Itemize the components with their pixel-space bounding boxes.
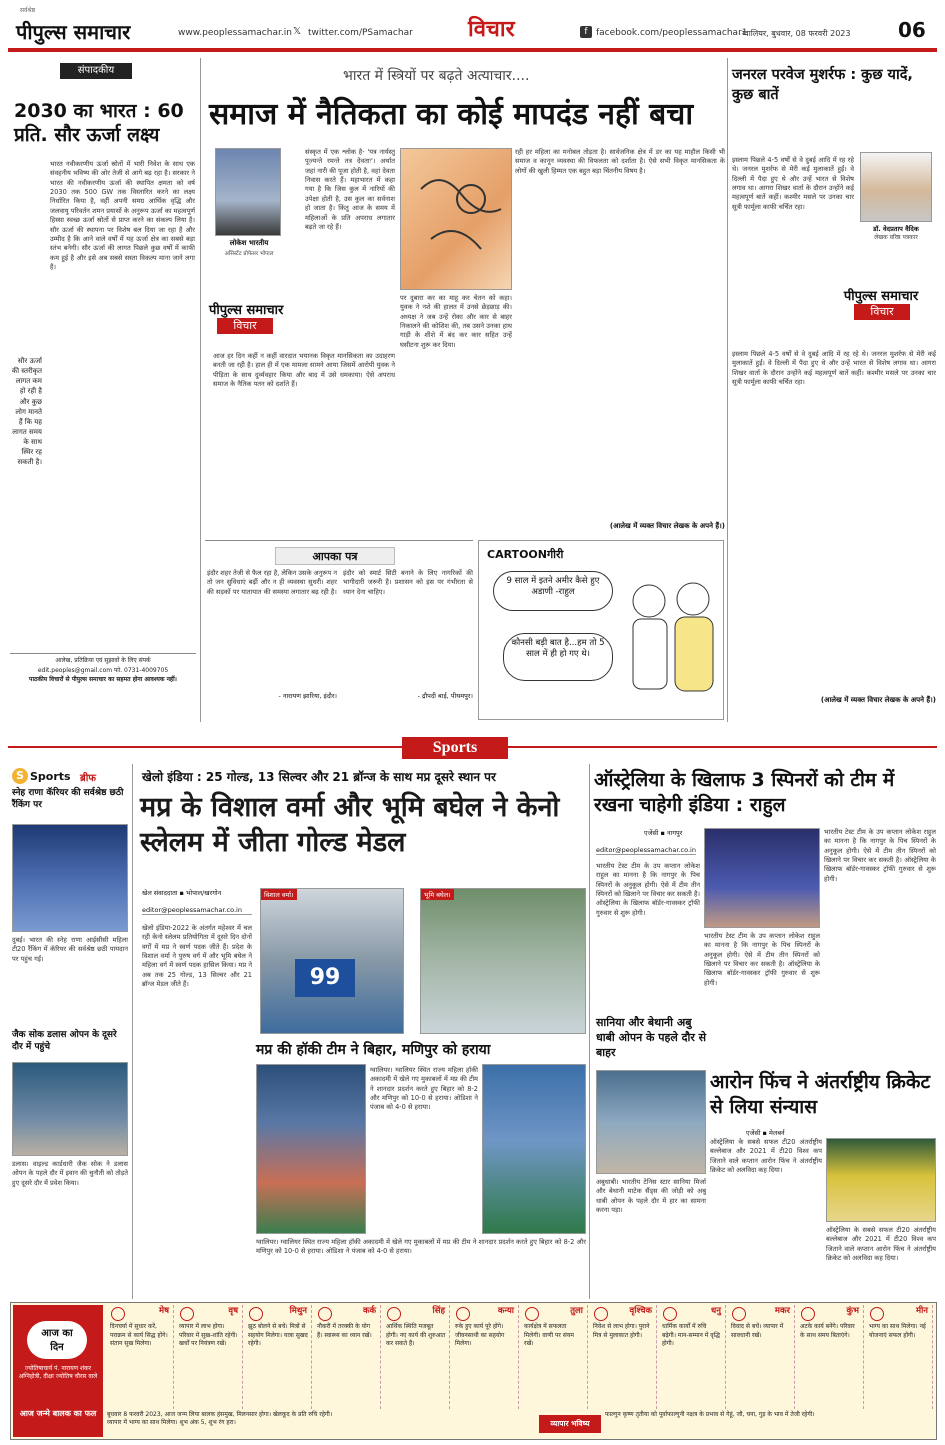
musharraf-stamp-logo: पीपुल्स समाचार [843, 289, 919, 304]
vyapar-text: फाल्गुन कृष्ण तृतीया को पूर्वाफाल्गुनी नक्षत्र के प्रभाव से गेहूं, जौ, चना, गुड़ के भाव में तेजी रहेगी। [605, 1411, 815, 1418]
sign-name: धनु [711, 1306, 721, 1316]
sneh-rana-photo [12, 824, 128, 932]
finch-body-2: ऑस्ट्रेलिया के सबसे सफल टी20 अंतर्राष्ट्रीय बल्लेबाज और 2021 में टी20 विश्व कप जिताने वाले कप्तान आरोन फिंच ने अंतर्राष्ट्रीय क्रिकेट को अलविदा कह दिया। [826, 1226, 936, 1263]
sign-text: विवाद से बचें। व्यापार में सावधानी रखें। [731, 1323, 784, 1339]
sports-banner: Sports [402, 737, 508, 759]
sports-brief [10, 764, 130, 1299]
contact-label: आलेख, प्रतिक्रिया एवं सुझावों के लिए संपर्क [55, 657, 151, 664]
horoscope-signs [107, 1305, 935, 1409]
horoscope-title-box [13, 1305, 103, 1437]
rahul-body: भारतीय टेस्ट टीम के उप कप्तान लोकेश राहुल का मानना है कि नागपुर के पिच स्पिनरों के अनुकूल होगी। ऐसे में टीम तीन स्पिनरों को खिलाने पर विचार कर सकती है। ऑस्ट्रेलिया के खिलाफ बॉर्डर-गावस्कर ट्रॉफी गुरुवार से शुरू होगी। [596, 862, 700, 917]
cartoon-figures [619, 559, 719, 715]
sign-text: झूठ बोलने से बचें। मित्रों से सहयोग मिलेगा। यात्रा सुखद रहेगी। [248, 1323, 308, 1348]
article-col3: पर दुबारा कर का माहू कर चेतन को कहा। युवक ने नशे की हालत में उनसे छेड़छाड़ की। अध्यक्ष ने जब उन्हें रोका और कार से बाहर निकालने की कोशिश की, तब उसने उनका हाथ गाड़ी के शीशे में बंद कर कार सहित उन्हें घसीटना शुरू कर दिया। [400, 294, 512, 349]
rahul-headline: ऑस्ट्रेलिया के खिलाफ 3 स्पिनरों को टीम में रखना चाहेगी इंडिया : राहुल [594, 769, 895, 816]
sign-text: आर्थिक स्थिति मजबूत होगी। नए कार्य की शुरुआत कर सकते हैं। [386, 1323, 446, 1348]
author-photo [215, 148, 281, 236]
sign-text: धार्मिक कार्यों में रुचि बढ़ेगी। मान-सम्मान में वृद्धि होगी। [662, 1323, 720, 1348]
musharraf-body-top: इस्लाम पिछले 4-5 वर्षों से वे दुबई आदि में रह रहे थे। जनरल मुशर्रफ से मेरी कई मुलाकातें हुईं। वे दिल्ली में पैदा हुए थे और उन्हें भारत से विशेष लगाव था। आगरा शिखर वार्ता के दौरान उन्होंने कई महत्वपूर्ण बातें कहीं। कश्मीर मसले पर उनका चार सूत्री फार्मूला काफी चर्चित रहा। [732, 156, 854, 211]
bib-number: 99 [295, 959, 355, 997]
logo-tagline: सर्वश्रेष्ठ [20, 7, 36, 14]
zodiac-icon [387, 1307, 401, 1321]
sign-name: कर्क [362, 1306, 376, 1316]
brief-headline-1: स्नेह राणा कॅरियर की सर्वश्रेष्ठ छठी रैंकिंग पर [12, 788, 124, 810]
article-col1: संस्कृत में एक श्लोक है- 'यत्र नार्यस्तु पूज्यन्ते रमन्ते तत्र देवताः'। अर्थात जहां नारी की पूजा होती है, वहां देवता निवास करते हैं। महाभारत में कहा गया है कि जिस कुल में नारियों की उपेक्षा होती है, उस कुल का सर्वनाश हो जाता है। किंतु आज के समय में महिलाओं के प्रति अपराध लगातार बढ़ते जा रहे हैं। [305, 148, 395, 231]
photo2-caption: भूमि बघेल। [421, 889, 454, 900]
vaidik-name: डॉ. वेदप्रताप वैदिक [873, 225, 919, 233]
horoscope-sign [107, 1305, 174, 1409]
horoscope-title-1: आज का [41, 1328, 73, 1339]
editorial-headline: 2030 का भारत : 60 प्रति. सौर ऊर्जा लक्ष्य [14, 100, 184, 146]
child-prediction [107, 1411, 537, 1428]
sports-ball-icon: S [12, 768, 28, 784]
editorial-tag: संपादकीय [60, 63, 132, 79]
khelo-byline: खेल संवाददाता ▪ भोपाल/खरगोन [142, 889, 222, 897]
zodiac-icon [801, 1307, 815, 1321]
zodiac-icon [663, 1307, 677, 1321]
letters-title: आपका पत्र [275, 547, 395, 565]
sign-name: मेष [159, 1306, 169, 1316]
letters-section [205, 540, 473, 720]
child-text-1: बुधवार 8 फरवरी 2023, आज जन्म लिया बालक हंसमुख, मिलनसार होगा। खेलकूद के प्रति रुचि रहेगी। [107, 1411, 333, 1418]
article-headline: समाज में नैतिकता का कोई मापदंड नहीं बचा [209, 97, 694, 132]
sign-name: तुला [570, 1306, 583, 1316]
jack-sock-photo [12, 1062, 128, 1156]
hockey-photo-right [482, 1064, 586, 1234]
zodiac-icon [870, 1307, 884, 1321]
brief-text-1: दुबई। भारत की स्नेह राणा आईसीसी महिला टी20 रैंकिंग में कॅरियर की सर्वश्रेष्ठ छठी पायदान पर पहुंच गईं। [12, 936, 128, 963]
sign-name: कन्या [497, 1306, 514, 1316]
illustration-photo [400, 148, 512, 290]
twitter-link[interactable]: twitter.com/PSamachar [308, 28, 413, 38]
hockey-body-bottom: ग्वालियर। ग्वालियर स्थित राज्य महिला हॉकी अकादमी में खेले गए मुकाबलों में मप्र की टीम ने शानदार प्रदर्शन करते हुए बिहार को 8-2 और मणिपुर को 10-0 से हराया। ओडिशा ने पंजाब को 4-0 से हराया। [256, 1238, 586, 1256]
bhoomi-baghel-photo [420, 888, 586, 1034]
horoscope-sign [452, 1305, 519, 1409]
cartoon-bubble-1: 9 साल में इतने अमीर कैसे हुए अडाणी -राहुल [493, 571, 613, 611]
sania-headline: सानिया और बेथानी अबु धाबी ओपन के पहले दौर से बाहर [596, 1016, 707, 1059]
zodiac-icon [249, 1307, 263, 1321]
hockey-body: ग्वालियर। ग्वालियर स्थित राज्य महिला हॉकी अकादमी में खेले गए मुकाबलों में मप्र की टीम ने शानदार प्रदर्शन करते हुए बिहार को 8-2 और मणिपुर को 10-0 से हराया। ओडिशा ने पंजाब को 4-0 से हराया। [370, 1066, 478, 1112]
horoscope-sign [245, 1305, 312, 1409]
horoscope-author: ज्योतिषाचार्य पं. नारायण शंकर अग्निहोत्री, दीक्षा ज्योतिष चौरस वाले [18, 1365, 98, 1380]
sign-name: कुंभ [846, 1306, 859, 1316]
sign-text: भाग्य का साथ मिलेगा। नई योजनाएं सफल होंगी। [869, 1323, 926, 1339]
vyapar-label: व्यापार भविष्य [539, 1415, 601, 1433]
khelo-kicker: खेलो इंडिया : 25 गोल्ड, 13 सिल्वर और 21 ब्रॉन्ज के साथ मप्र दूसरे स्थान पर [142, 770, 496, 784]
masthead-logo[interactable]: पीपुल्स समाचार [16, 20, 131, 44]
musharraf-footnote: (आलेख में व्यक्त विचार लेखक के अपने हैं।) [820, 696, 936, 704]
zodiac-icon [180, 1307, 194, 1321]
article-col2: आज हर दिन कहीं न कहीं वारदात भयानक विकृत मानसिकता का उदाहरण बनती जा रही है। हाल ही में एक मामला सामने आया जिसमें आरोपी युवक ने पीड़िता के साथ दुर्व्यवहार किया और बाद में उसे धमकाया। ऐसे अपराध समाज के नैतिक पतन को दर्शाते हैं। [213, 352, 395, 389]
horoscope-section [10, 1302, 937, 1440]
hockey-photo-left [256, 1064, 366, 1234]
horoscope-sign [590, 1305, 657, 1409]
horoscope-title-2: दिन [50, 1342, 64, 1353]
site-link[interactable]: www.peoplessamachar.in [178, 28, 292, 38]
horoscope-sign [728, 1305, 795, 1409]
letter-2: इंदौर को स्मार्ट सिटी बनाने के लिए नागरिकों की भागीदारी जरूरी है। प्रशासन को इस पर गंभीरता से ध्यान देना चाहिए। [343, 569, 473, 596]
cartoon-title: CARTOONगीरी [487, 548, 564, 561]
article-col4: रही हर महिला का मनोबल तोड़ता है। सार्वजनिक क्षेत्र में डर का यह माहौल किसी भी समाज व कानून व्यवस्था की विफलता को दर्शाता है। ऐसे सभी विकृत मानसिकता के लोगों की खुली हिम्मत एक बहुत बड़ा चिंतनीय विषय है। [515, 148, 725, 175]
sania-photo [596, 1070, 706, 1174]
khelo-article [136, 764, 586, 1299]
zodiac-icon [594, 1307, 608, 1321]
stamp-label: विचार [217, 318, 273, 334]
horoscope-title-oval [27, 1321, 87, 1359]
sign-name: वृश्चिक [629, 1306, 652, 1316]
sign-text: कार्यक्षेत्र में सफलता मिलेगी। वाणी पर संयम रखें। [524, 1323, 574, 1348]
author-role: असिस्टेंट प्रोफेसर भोपाल [224, 251, 274, 257]
page-number: 06 [898, 18, 926, 42]
brief-label-suffix: ब्रीफ [80, 773, 97, 784]
finch-byline: एजेंसी ▪ मेलबर्न [746, 1129, 785, 1137]
musharraf-stamp-label: विचार [854, 304, 910, 320]
sign-name: मिथुन [289, 1306, 307, 1316]
zodiac-icon [318, 1307, 332, 1321]
article-footnote: (आलेख में व्यक्त विचार लेखक के अपने हैं।) [609, 522, 725, 530]
hockey-headline: मप्र की हॉकी टीम ने बिहार, मणिपुर को हराया [256, 1042, 491, 1058]
vaidik-role: लेखक वरिष्ठ पत्रकार [874, 234, 918, 241]
rahul-byline: एजेंसी ▪ नागपुर [644, 829, 683, 837]
cricket-section [592, 764, 937, 1299]
editorial-contact [10, 653, 196, 685]
finch-headline: आरोन फिंच ने अंतर्राष्ट्रीय क्रिकेट से लिया संन्यास [710, 1071, 931, 1118]
rahul-photo [704, 828, 820, 928]
brief-headline-2: जैक सोक डलास ओपन के दूसरे दौर में पहुंचे [12, 1030, 117, 1052]
child-text-2: व्यापार में भाग्य का साथ मिलेगा। शुभ अंक 5, शुभ रंग हरा। [107, 1419, 236, 1427]
photo1-caption: विशाल वर्मा। [261, 889, 297, 900]
dateline: ग्वालियर, बुधवार, 08 फरवरी 2023 [742, 29, 851, 38]
vishal-verma-photo [260, 888, 404, 1034]
editorial-body: भारत नवीकरणीय ऊर्जा स्रोतों में भारी निवेश के साथ एक संवहनीय भविष्य की ओर तेजी से आगे बढ़ रहा है। सरकार ने भारत की नवीकरणीय ऊर्जा की स्थापित क्षमता को वर्ष 2030 तक 500 GW तक विस्तारित करने का लक्ष्य निर्धारित किया है, वहीं अपनी समग्र आर्थिक वृद्धि और जलवायु परिवर्तन शमन प्रयासों के अनुरूप ऊर्जा का महत्वपूर्ण हिस्सा स्वच्छ ऊर्जा स्रोतों से प्राप्त करने का संकल्प लिया है। सौर ऊर्जा की स्थापना पर विशेष बल दिया जा रहा है और उम्मीद है कि आने वाले वर्षों में यह ऊर्जा क्षेत्र का सबसे बड़ा स्तंभ बनेगी। सौर ऊर्जा की लागत पिछले कुछ वर्षों में काफी कम हुई है और इसे अब सबसे सस्ता विकल्प माना जाने लगा है। [50, 160, 195, 271]
zodiac-icon [525, 1307, 539, 1321]
twitter-icon: 𝕏 [293, 26, 302, 37]
zodiac-icon [111, 1307, 125, 1321]
brief-label: Sports [30, 770, 71, 783]
facebook-link[interactable]: facebook.com/peoplessamachar1 [596, 28, 748, 38]
horoscope-sign [176, 1305, 243, 1409]
stamp-logo: पीपुल्स समाचार [209, 303, 284, 318]
khelo-email[interactable]: editor@peoplessamachar.co.in [142, 906, 252, 915]
child-title: आज जन्मे बालक का फल [19, 1409, 97, 1418]
horoscope-sign [521, 1305, 588, 1409]
khelo-headline: मप्र के विशाल वर्मा और भूमि बघेल ने केनो स्लेलम में जीता गोल्ड मेडल [140, 792, 560, 859]
editorial-pullquote: सौर ऊर्जा की स्तरीकृत लागत कम हो रही है और कुछ लोग मानते हैं कि यह लागत समय के साथ स्थिर रह सकती है। [11, 357, 42, 467]
sign-text: दिनचर्या में सुधार करें, पराक्रम से कार्य सिद्ध होंगे। संतान सुख मिलेगा। [110, 1323, 168, 1348]
masthead [0, 0, 945, 50]
sania-body: अबुधाबी। भारतीय टेनिस स्टार सानिया मिर्जा और बेथानी माटेक सैंड्स की जोड़ी को अबु धाबी ओपन के पहले दौर में हार का सामना करना पड़ा। [596, 1178, 706, 1215]
vaidik-photo [860, 152, 932, 222]
editorial-section [10, 56, 196, 726]
disclaimer: पाठकीय विचारों से पीपुल्स समाचार का सहमत होना आवश्यक नहीं। [29, 676, 177, 684]
letter-2-sign: - द्रौपदी बाई, पीथमपुर। [417, 692, 473, 700]
rahul-body-3: भारतीय टेस्ट टीम के उप कप्तान लोकेश राहुल का मानना है कि नागपुर के पिच स्पिनरों के अनुकूल होगी। ऐसे में टीम तीन स्पिनरों को खिलाने पर विचार कर सकती है। ऑस्ट्रेलिया के खिलाफ बॉर्डर-गावस्कर ट्रॉफी गुरुवार से शुरू होगी। [824, 828, 936, 883]
musharraf-headline: जनरल परवेज मुशर्रफ : कुछ यादें, कुछ बातें [732, 67, 913, 103]
cartoon-box [478, 540, 724, 720]
sign-name: वृष [228, 1306, 238, 1316]
sign-name: सिंह [432, 1306, 445, 1316]
section-title: विचार [468, 17, 515, 42]
horoscope-sign [797, 1305, 864, 1409]
article-kicker: भारत में स्त्रियों पर बढ़ते अत्याचार.... [343, 68, 530, 84]
letter-1-sign: - नारायण झारिया, इंदौर। [278, 692, 337, 700]
letter-1: इंदौर शहर तेजी से फैल रहा है, लेकिन उसके अनुरूप न तो जन सुविधाएं बढ़ीं और न ही व्यवस्था सुधरी। शहर की सड़कों पर यातायात की समस्या लगातार बढ़ रही है। [207, 569, 337, 596]
zodiac-icon [732, 1307, 746, 1321]
sign-text: नौकरी में तरक्की के योग हैं। स्वास्थ्य का ध्यान रखें। [317, 1323, 372, 1339]
rahul-email[interactable]: editor@peoplessamachar.co.in [596, 846, 696, 854]
author-name: लोकेश भारतीय [229, 239, 269, 247]
horoscope-sign [314, 1305, 381, 1409]
horoscope-sign [383, 1305, 450, 1409]
sign-name: मकर [774, 1306, 790, 1316]
finch-body: ऑस्ट्रेलिया के सबसे सफल टी20 अंतर्राष्ट्रीय बल्लेबाज और 2021 में टी20 विश्व कप जिताने वाले कप्तान आरोन फिंच ने अंतर्राष्ट्रीय क्रिकेट को अलविदा कह दिया। [710, 1138, 822, 1175]
khelo-body: खेलो इंडिया-2022 के अंतर्गत महेश्वर में चल रही केनो स्लेलम प्रतियोगिता में दूसरे दिन दोनों वर्गों में मप्र ने स्वर्ण पदक जीते हैं। प्रदेश के विशाल वर्मा ने पुरुष वर्ग में और भूमि बघेल ने महिला वर्ग में स्वर्ण पदक हासिल किया। मप्र ने अब तक 25 गोल्ड, 13 सिल्वर और 21 ब्रॉन्ज मेडल जीते हैं। [142, 924, 252, 989]
zodiac-icon [456, 1307, 470, 1321]
sign-text: निवेश से लाभ होगा। पुराने मित्र से मुलाकात होगी। [593, 1323, 650, 1339]
horoscope-sign [866, 1305, 933, 1409]
musharraf-body: इस्लाम पिछले 4-5 वर्षों से वे दुबई आदि में रह रहे थे। जनरल मुशर्रफ से मेरी कई मुलाकातें हुईं। वे दिल्ली में पैदा हुए थे और उन्हें भारत से विशेष लगाव था। आगरा शिखर वार्ता के दौरान उन्होंने कई महत्वपूर्ण बातें कहीं। कश्मीर मसले पर उनका चार सूत्री फार्मूला काफी चर्चित रहा। [732, 350, 936, 387]
horoscope-sign [659, 1305, 726, 1409]
brief-text-2: डलास। वाइल्ड कार्डधारी जैक सोक ने डलास ओपन के पहले दौर में इवान की चुनौती को तोड़ते हुए दूसरे दौर में प्रवेश किया। [12, 1160, 128, 1187]
sign-text: रुके हुए कार्य पूरे होंगे। जीवनसाथी का सहयोग मिलेगा। [455, 1323, 505, 1348]
finch-photo [826, 1138, 936, 1222]
sign-text: व्यापार में लाभ होगा। परिवार में सुख-शांति रहेगी। खर्चों पर नियंत्रण रखें। [179, 1323, 238, 1348]
musharraf-article [730, 56, 937, 726]
cartoon-bubble-2: कौनसी बड़ी बात है...हम तो 5 साल में ही हो गए थे। [503, 633, 613, 681]
facebook-icon: f [580, 26, 592, 38]
rahul-body-2: भारतीय टेस्ट टीम के उप कप्तान लोकेश राहुल का मानना है कि नागपुर के पिच स्पिनरों के अनुकूल होगी। ऐसे में टीम तीन स्पिनरों को खिलाने पर विचार कर सकती है। ऑस्ट्रेलिया के खिलाफ बॉर्डर-गावस्कर ट्रॉफी गुरुवार से शुरू होगी। [704, 932, 820, 987]
contact-email[interactable]: edit.peoples@gmail.com फो. 0731-4009705 [37, 666, 169, 674]
sign-name: मीन [915, 1306, 928, 1316]
illustration-svg [401, 149, 511, 289]
sign-text: अटके कार्य बनेंगे। परिवार के साथ समय बिताएंगे। [800, 1323, 855, 1339]
